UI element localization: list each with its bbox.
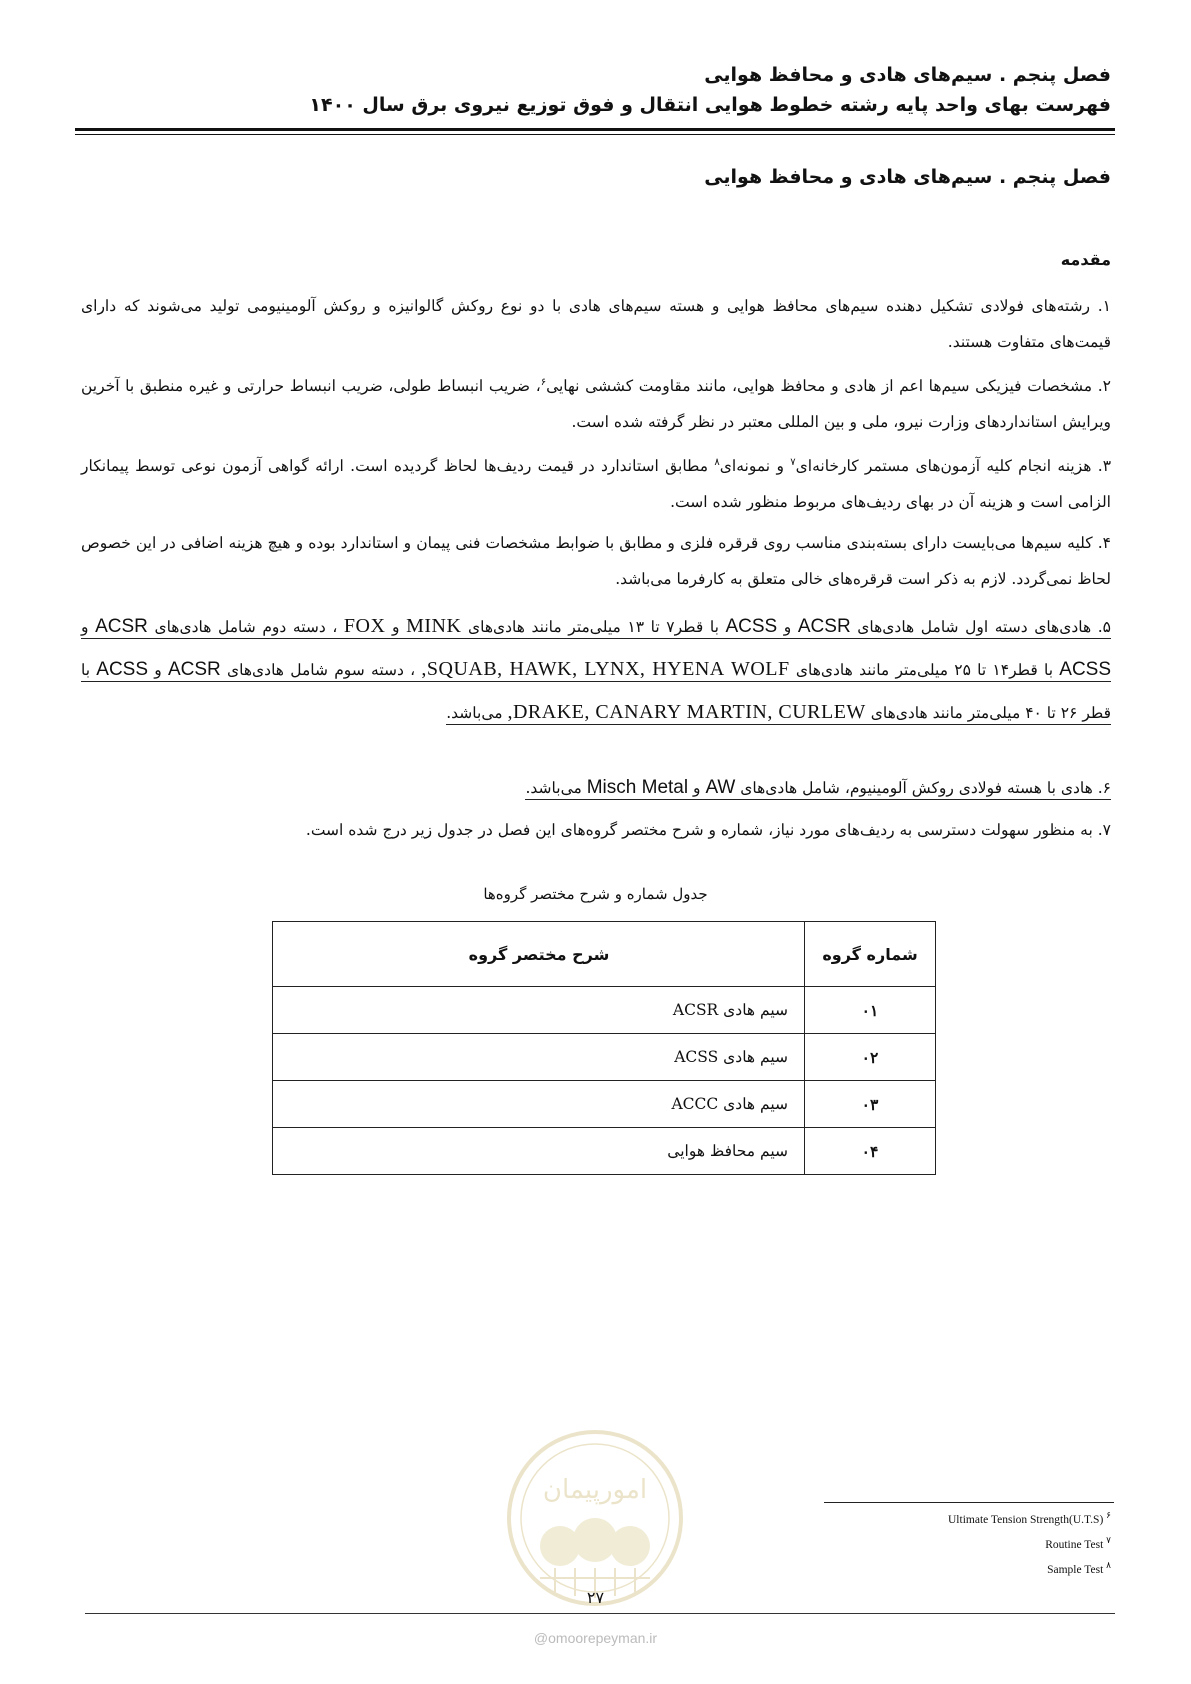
footnote-7-mark: ۷ [1106, 1535, 1111, 1545]
p5-group3-names: DRAKE, CANARY [512, 701, 682, 723]
groups-table [272, 921, 936, 1175]
footnote-8-mark: ۸ [1106, 1560, 1111, 1570]
paragraph-6-underlined [525, 779, 1111, 800]
p5-acss-2: ACSS [1059, 659, 1112, 680]
p6-and: و [688, 779, 706, 797]
p6-aw: AW [705, 777, 736, 798]
header-rule-thin [75, 134, 1115, 135]
footer-rule [85, 1613, 1115, 1614]
page-number: ۲۷ [586, 1588, 605, 1607]
p5-group2-names: SQUAB, HAWK, LYNX, HYENA [426, 658, 725, 680]
watermark-url: @omoorepeyman.ir [533, 1630, 658, 1646]
table-row [273, 1081, 936, 1128]
group-number: ۰۳ [805, 1081, 936, 1128]
table-caption: جدول شماره و شرح مختصر گروه‌ها [483, 885, 708, 903]
header-rule-thick [75, 128, 1115, 131]
paragraph-3-text-b: و نمونه‌ای [719, 457, 791, 476]
paragraph-4: ۴. کلیه سیم‌ها می‌بایست دارای بسته‌بندی مناسب روی قرقره فلزی و مطابق با ضوابط مشخصات فنی پیمان و استاندارد بوده و هیچ هزینه اضافی در این خصوص لحاظ نمی‌گردد. لازم به ذکر است قرقره‌های خالی متعلق به کارفرما می‌باشد. [81, 534, 1111, 588]
p6-misch-metal: Misch Metal [586, 777, 689, 798]
p5-acsr-2: ACSR [95, 616, 148, 637]
section-title: فصل پنجم . سیم‌های هادی و محافظ هوایی [704, 166, 1111, 188]
p5-acss-3: ACSS [96, 659, 149, 680]
p6-end: می‌باشد. [525, 779, 587, 797]
running-header [81, 60, 1111, 120]
p6-text-a: ۶. هادی با هسته فولادی روکش آلومینیوم، شامل هادی‌های [735, 779, 1111, 797]
footnote-6 [711, 1510, 1111, 1526]
paragraph-6 [81, 770, 1111, 806]
group-number: ۰۲ [805, 1034, 936, 1081]
footnote-rule [824, 1502, 1114, 1503]
group-description: سیم محافظ هوایی [273, 1128, 805, 1175]
footnote-7 [711, 1535, 1111, 1551]
paragraph-5-underlined [81, 615, 1112, 725]
p5-wolf: WOLF, [421, 658, 790, 680]
table-row [273, 1128, 936, 1175]
footnote-ref-8: ۸ [714, 457, 720, 468]
p5-and-2: و [385, 618, 407, 636]
p5-text-5: ، دسته سوم شامل هادی‌های [220, 661, 422, 679]
header-group-number: شماره گروه [805, 922, 936, 987]
footnote-ref-7: ۷ [790, 457, 796, 468]
footnote-8-text: Sample Test [1047, 1563, 1104, 1576]
footnote-6-text: Ultimate Tension Strength(U.T.S) [948, 1513, 1104, 1526]
paragraph-3-text-a: ۳. هزینه انجام کلیه آزمون‌های مستمر کارخانه‌ای [795, 457, 1112, 476]
paragraph-3 [81, 445, 1111, 520]
group-description: سیم هادی ACCC [273, 1081, 805, 1128]
p5-and-4: و [148, 661, 168, 679]
p5-text-1: ۵. هادی‌های دسته اول شامل هادی‌های [857, 618, 1111, 636]
footnote-ref-6: ۶ [540, 377, 547, 388]
p5-text-6: با قطر ۲۶ تا ۴۰ میلی‌متر مانند هادی‌های [81, 661, 1111, 722]
paragraph-2-text-a: ۲. مشخصات فیزیکی سیم‌ها اعم از هادی و محافظ هوایی، مانند مقاومت کششی نهایی [546, 377, 1111, 396]
intro-heading: مقدمه [1060, 250, 1111, 269]
p5-group3-names-b: MARTIN, CURLEW, [507, 701, 866, 723]
table-row [273, 1034, 936, 1081]
header-chapter-title: فصل پنجم . سیم‌های هادی و محافظ هوایی [704, 64, 1111, 86]
group-description: سیم هادی ACSS [273, 1034, 805, 1081]
p5-acsr-3: ACSR [167, 659, 221, 680]
header-document-title: فهرست بهای واحد پایه رشته خطوط هوایی انتقال و فوق توزیع نیروی برق سال ۱۴۰۰ [309, 94, 1111, 116]
p5-mink: MINK [406, 615, 462, 637]
paragraph-2 [81, 365, 1111, 440]
watermark-logo [505, 1428, 685, 1608]
group-number: ۰۱ [805, 987, 936, 1034]
p5-and-3: و [81, 618, 96, 636]
group-description: سیم هادی ACSR [273, 987, 805, 1034]
watermark-logo-text: امورپیمان [542, 1475, 648, 1505]
footnote-7-text: Routine Test [1045, 1538, 1104, 1551]
p5-fox: FOX [343, 615, 386, 637]
p5-end: می‌باشد. [446, 704, 508, 722]
p5-and-1: و [777, 618, 798, 636]
footnote-8 [711, 1560, 1111, 1576]
p5-acss: ACSS [725, 616, 778, 637]
p5-text-4: با قطر۱۴ تا ۲۵ میلی‌متر مانند هادی‌های [789, 661, 1060, 679]
p5-text-2: با قطر۷ تا ۱۳ میلی‌متر مانند هادی‌های [461, 618, 726, 636]
group-number: ۰۴ [805, 1128, 936, 1175]
paragraph-3-text-c: مطابق استاندارد در قیمت ردیف‌ها لحاظ گردیده است. ارائه گواهی آزمون نوعی توسط پیمانکار الزامی است و هزینه آن در بهای ردیف‌های مربوط منظور شده است. [81, 457, 1111, 512]
paragraph-2-text-b: ، ضریب انبساط طولی، ضریب انبساط حرارتی و غیره منطبق با آخرین ویرایش استانداردهای وزارت نیرو، ملی و بین المللی معتبر در نظر گرفته شده است. [81, 377, 1111, 432]
p5-acsr: ACSR [797, 616, 851, 637]
paragraph-7: ۷. به منظور سهولت دسترسی به ردیف‌های مورد نیاز، شماره و شرح مختصر گروه‌های این فصل در جدول زیر درج شده است. [305, 821, 1111, 839]
p5-text-3: ، دسته دوم شامل هادی‌های [147, 618, 344, 636]
footnote-6-mark: ۶ [1106, 1510, 1111, 1520]
table-header-row [273, 922, 936, 987]
header-group-description: شرح مختصر گروه [273, 922, 805, 987]
paragraph-5 [81, 605, 1111, 734]
table-row [273, 987, 936, 1034]
paragraph-1: ۱. رشته‌های فولادی تشکیل دهنده سیم‌های محافظ هوایی و هسته سیم‌های هادی با دو نوع روکش گالوانیزه و روکش آلومینیومی تولید می‌شوند که دارای قیمت‌های متفاوت هستند. [81, 297, 1111, 351]
